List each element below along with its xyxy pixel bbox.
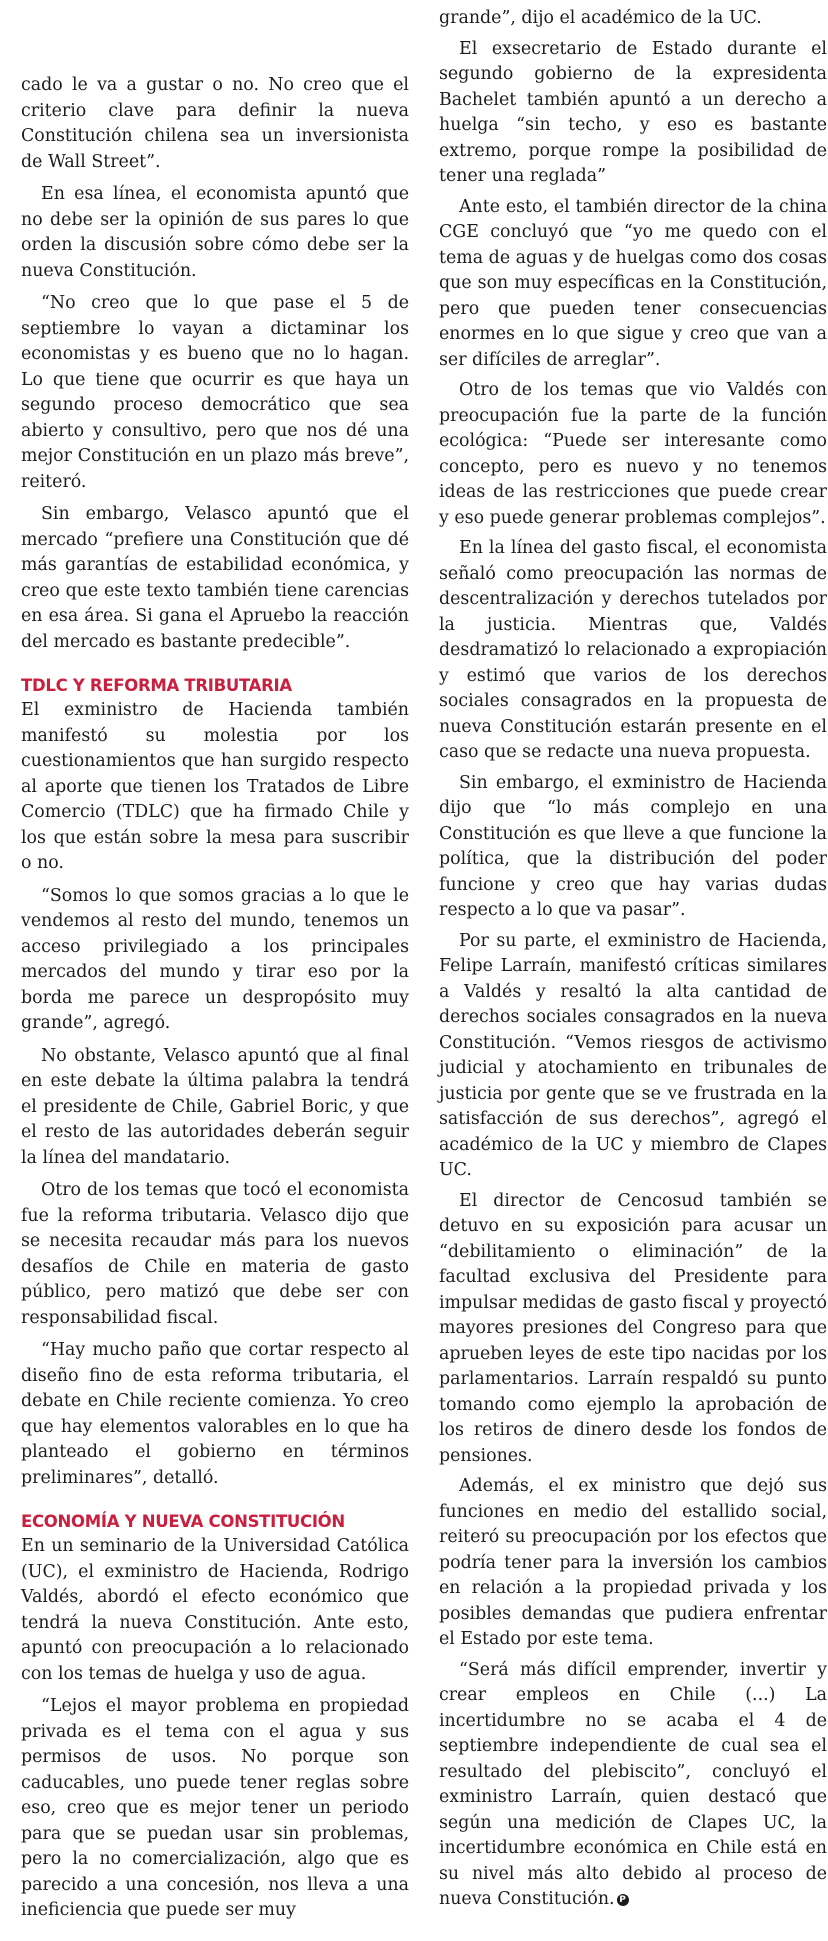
paragraph: grande”, dijo el académico de la UC. [439,8,762,28]
paragraph: Por su parte, el exministro de Hacienda, Felipe Larraín, manifestó críticas similares a Valdés y resaltó la alta cantidad de derechos sociales consagrados en la nueva Constitución. “Vemos riesgos de activismo judicial y atochamiento en tribunales de justicia por gente que se ve frustrada en la satisfacción de sus derechos”, agregó el académico de la UC y miembro de Clapes UC. [439,930,827,1180]
end-of-article-icon: P [617,1894,629,1906]
paragraph: Ante esto, el también director de la china CGE concluyó que “yo me quedo con el tema de aguas y de huelgas como dos cosas que son muy específicas en la Constitución, pero que pueden tener consecuencias enormes en lo que sigue y creo que van a ser difíciles de arreglar”. [439,196,827,370]
section-heading: ECONOMÍA Y NUEVA CONSTITUCIÓN [21,1512,345,1531]
paragraph: No obstante, Velasco apuntó que al final en este debate la última palabra la tendrá el presidente de Chile, Gabriel Boric, y que el resto de las autoridades deberán seguir la línea del mandatario. [21,1045,409,1168]
paragraph: cado le va a gustar o no. No creo que el criterio clave para definir la nueva Constitución chilena sea un inversionista de Wall Street”. [21,75,409,172]
paragraph: El exministro de Hacienda también manifestó su molestia por los cuestionamientos que han surgido respecto al aporte que tienen los Tratados de Libre Comercio (TDLC) que ha firmado Chile y los que están sobre la mesa para suscribir o no. [21,700,409,873]
paragraph: Sin embargo, Velasco apuntó que el mercado “prefiere una Constitución que dé más garantías de estabilidad económica, y creo que este texto también tiene carencias en esa área. Si gana el Apruebo la reacción del mercado es bastante predecible”. [21,504,409,652]
paragraph: El director de Cencosud también se detuvo en su exposición para acusar un “debilitamiento o eliminación” de la facultad exclusiva del Presidente para impulsar medidas de gasto fiscal y proyectó mayores presiones del Congreso para que aprueben leyes de este tipo nacidas por los parlamentarios. Larraín respaldó su punto tomando como ejemplo la aprobación de los retiros de dinero desde los fondos de pensiones. [439,1190,827,1466]
paragraph: “Hay mucho paño que cortar respecto al diseño fino de esta reforma tributaria, el debate en Chile reciente comienza. Yo creo que hay elementos valorables en lo que ha planteado el gobierno en términos preliminares”, detalló. [21,1340,409,1488]
left-column [21,73,409,1924]
paragraph: En la línea del gasto fiscal, el economista señaló como preocupación las normas de descentralización y derechos tutelados por la justicia. Mientras que, Valdés desdramatizó lo relacionado a expropiación y estimó que varios de los derechos sociales consagrados en la propuesta de nueva Constitución estarán presente en el caso que se redacte una nueva propuesta. [439,538,827,762]
paragraph: En esa línea, el economista apuntó que no debe ser la opinión de sus pares lo que orden la discusión sobre cómo debe ser la nueva Constitución. [21,184,409,281]
paragraph: “Lejos el mayor problema en propiedad privada es el tema con el agua y sus permisos de usos. No porque son caducables, uno puede tener reglas sobre eso, creo que es mejor tener un periodo para que se puedan usar sin problemas, pero la no comercialización, algo que es parecido a una concesión, nos lleva a una ineficiencia que puede ser muy [21,1696,409,1920]
last-paragraph [439,1658,827,1913]
paragraph: Otro de los temas que vio Valdés con preocupación fue la parte de la función ecológica: “Puede ser interesante como concepto, pero es nuevo y no tenemos ideas de las restricciones que puede crear y eso puede generar problemas complejos”. [439,380,827,528]
paragraph: El exsecretario de Estado durante el segundo gobierno de la expresidenta Bachelet también apuntó a un derecho a huelga “sin techo, y eso es bastante extremo, porque rompe la posibilidad de tener una reglada” [439,38,827,186]
paragraph: “No creo que lo que pase el 5 de septiembre lo vayan a dictaminar los economistas y es bueno que no lo hagan. Lo que tiene que ocurrir es que haya un segundo proceso democrático que sea abierto y consultivo, pero que nos dé una mejor Constitución en un plazo más breve”, reiteró. [21,293,409,492]
paragraph: “Somos lo que somos gracias a lo que le vendemos al resto del mundo, tenemos un acceso privilegiado a los principales mercados del mundo y tirar eso por la borda me parece un despropósito muy grande”, agregó. [21,885,409,1033]
paragraph: En un seminario de la Universidad Católica (UC), el exministro de Hacienda, Rodrigo Valdés, abordó el efecto económico que tendrá la nueva Constitución. Ante esto, apuntó con preocupación a lo relacionado con los temas de huelga y uso de agua. [21,1536,409,1684]
paragraph: Sin embargo, el exministro de Hacienda dijo que “lo más complejo en una Constitución es que lleve a que funcione la política, que la distribución del poder funcione y creo que hay varias dudas respecto a lo que va pasar”. [439,772,827,920]
right-column [439,6,827,1913]
paragraph-text: “Será más difícil emprender, invertir y crear empleos en Chile (...) La incertidumbre no se acaba el 4 de septiembre independiente de cual sea el resultado del plebiscito”, concluyó el exministro Larraín, quien destacó que según una medición de Clapes UC, la incertidumbre económica en Chile está en su nivel más alto debido al proceso de nueva Constitución. [439,1659,827,1909]
section-heading: TDLC Y REFORMA TRIBUTARIA [21,676,292,695]
paragraph: Otro de los temas que tocó el economista fue la reforma tributaria. Velasco dijo que se necesita recaudar más para los nuevos desafíos de Chile en materia de gasto público, pero matizó que debe ser con responsabilidad fiscal. [21,1180,409,1328]
paragraph: Además, el ex ministro que dejó sus funciones en medio del estallido social, reiteró su preocupación por los efectos que podría tener para la inversión los cambios en relación a la propiedad privada y los posibles demandas que pudiera enfrentar el Estado por este tema. [439,1476,827,1649]
